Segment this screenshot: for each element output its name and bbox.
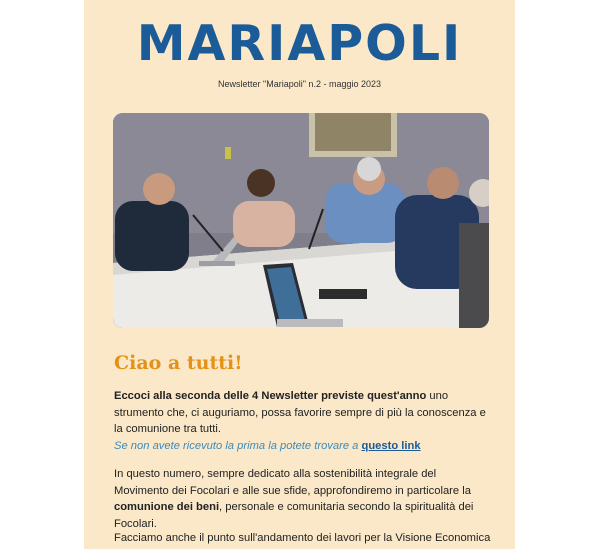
intro-bold-lead: Eccoci alla seconda delle 4 Newsletter previste quest'anno bbox=[114, 390, 427, 402]
newsletter-subtitle: Newsletter "Mariapoli" n.2 - maggio 2023 bbox=[218, 79, 381, 89]
intro-rest: uno strumento che, ci auguriamo, possa favorire sempre di più la conoscenza e la comunione tra tutti. bbox=[114, 390, 486, 435]
meeting-photo bbox=[113, 113, 489, 328]
masthead-logo: MARIAPOLI bbox=[136, 15, 463, 72]
missed-issue-text: Se non avete ricevuto la prima la potete trovare a bbox=[114, 439, 362, 452]
previous-issue-link[interactable]: questo link bbox=[361, 439, 421, 452]
topic-text-before: In questo numero, sempre dedicato alla sostenibilità integrale del Movimento dei Focolari e alle sue sfide, approfondiremo in particolare la bbox=[114, 468, 471, 497]
meeting-photo-image bbox=[113, 113, 489, 328]
greeting-heading: Ciao a tutti! bbox=[114, 352, 243, 374]
topic-text-after: , personale e comunitaria secondo la spiritualità dei Focolari. bbox=[114, 501, 474, 530]
intro-paragraph bbox=[114, 388, 492, 454]
topic-bold: comunione dei beni bbox=[114, 501, 220, 513]
topic-paragraph bbox=[114, 466, 492, 532]
newsletter-body bbox=[84, 0, 515, 549]
update-paragraph: Facciamo anche il punto sull'andamento dei lavori per la Visione Economica bbox=[114, 532, 491, 544]
